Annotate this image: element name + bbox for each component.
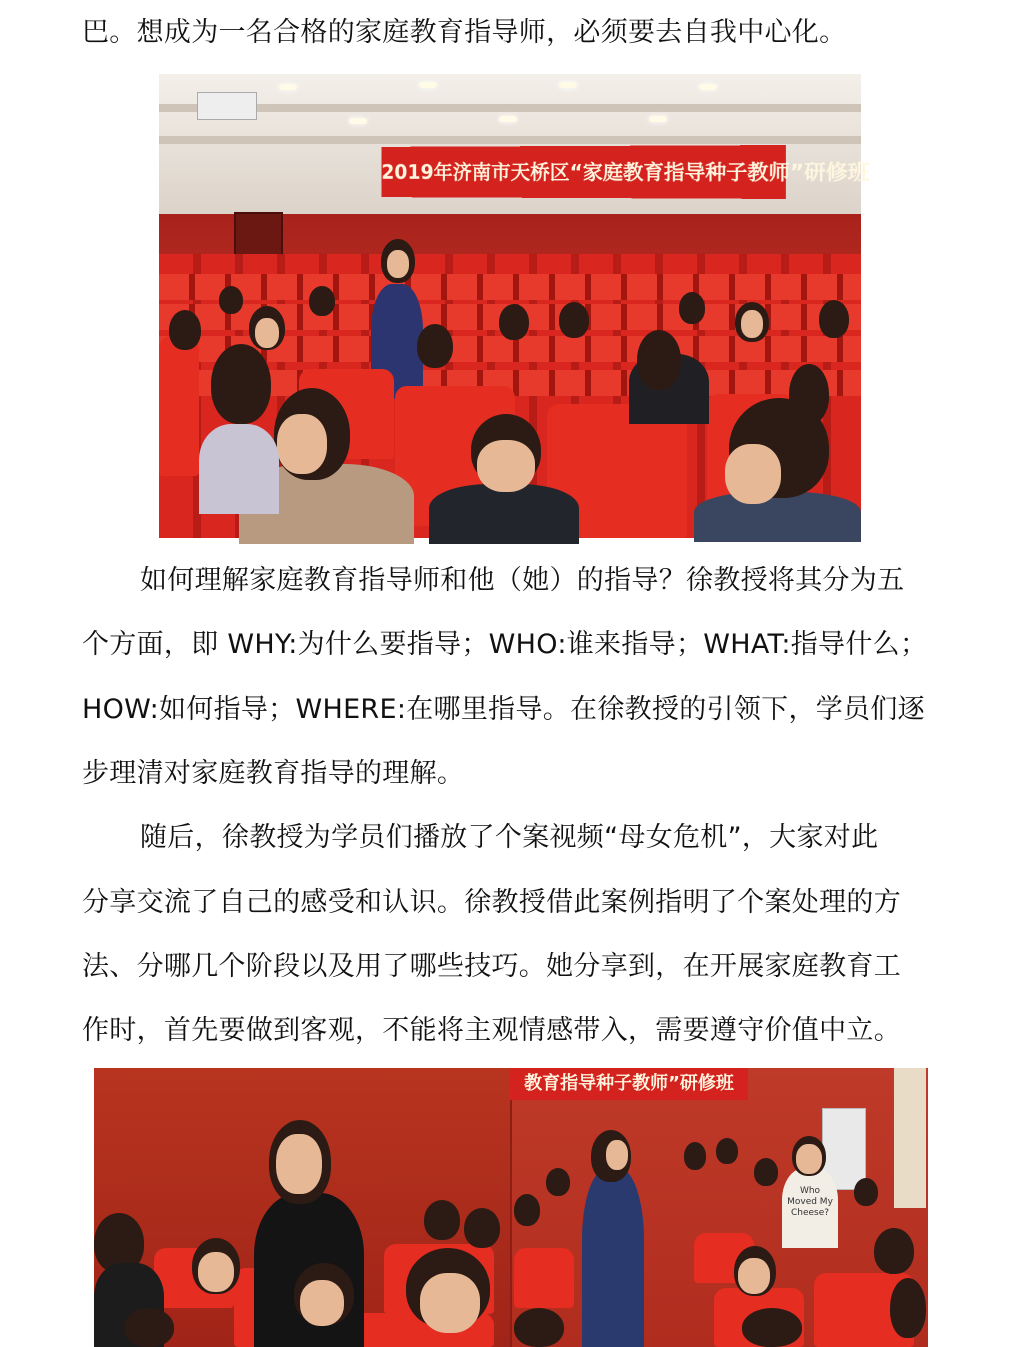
teacher-face: [606, 1140, 628, 1170]
speaker-face: [796, 1144, 822, 1174]
shirt-print: Who Moved My Cheese?: [787, 1186, 833, 1218]
attendee: [429, 484, 579, 544]
red-chair: [159, 336, 199, 476]
attendee-head: [874, 1228, 914, 1274]
attendee-face: [738, 1258, 770, 1294]
attendee-head: [514, 1308, 564, 1347]
attendee-head: [424, 1200, 460, 1240]
attendee-head: [514, 1194, 540, 1226]
ceiling-light: [559, 82, 577, 88]
attendee-head: [684, 1142, 706, 1170]
attendee-head: [464, 1208, 500, 1248]
attendee-head: [854, 1178, 878, 1206]
attendee-head: [309, 286, 335, 316]
paragraph-line: 个方面，即 WHY:为什么要指导；WHO:谁来指导；WHAT:指导什么；: [82, 629, 928, 660]
paragraph-line: 随后，徐教授为学员们播放了个案视频“母女危机”，大家对此: [140, 822, 879, 853]
paragraph-line: 如何理解家庭教育指导师和他（她）的指导？徐教授将其分为五: [140, 565, 905, 596]
window: [894, 1068, 926, 1208]
attendee-face: [300, 1280, 344, 1326]
attendee: [694, 492, 861, 542]
discussion-photo: [94, 1068, 926, 1347]
ceiling-light: [499, 116, 517, 122]
photo-banner: 2019年济南市天桥区“家庭教育指导种子教师”研修班: [381, 145, 786, 199]
attendee: [199, 424, 279, 514]
attendee-head: [754, 1158, 778, 1186]
attendee-head: [789, 364, 829, 424]
paragraph-line: 法、分哪几个阶段以及用了哪些技巧。她分享到，在开展家庭教育工: [82, 951, 901, 982]
attendee-head: [742, 1308, 802, 1347]
attendee-head: [546, 1168, 570, 1196]
attendee-head: [637, 330, 681, 390]
attendee-face: [420, 1273, 480, 1333]
ceiling-beam: [159, 136, 861, 144]
attendee-head: [211, 344, 271, 424]
paragraph-line: 步理清对家庭教育指导的理解。: [82, 758, 465, 789]
projector: [197, 92, 257, 120]
teacher-figure: [582, 1168, 644, 1347]
ceiling-light: [279, 84, 297, 90]
attendee-head: [169, 310, 201, 350]
paragraph-line: 分享交流了自己的感受和认识。徐教授借此案例指明了个案处理的方: [82, 887, 901, 918]
attendee-head: [679, 292, 705, 324]
teacher-face: [387, 250, 409, 278]
attendee-head: [417, 324, 453, 368]
attendee-head: [819, 300, 849, 338]
paragraph-line: 巴。想成为一名合格的家庭教育指导师，必须要去自我中心化。: [82, 17, 847, 48]
attendee-face: [198, 1252, 234, 1292]
attendee-head: [716, 1138, 738, 1164]
attendee-head: [559, 302, 589, 338]
attendee-head: [124, 1308, 174, 1347]
ceiling-light: [649, 116, 667, 122]
attendee-face: [255, 318, 279, 348]
attendee-face: [477, 440, 535, 492]
ceiling-beam: [159, 104, 861, 112]
paragraph-line: HOW:如何指导；WHERE:在哪里指导。在徐教授的引领下，学员们逐: [82, 694, 925, 725]
seat-row: [159, 274, 861, 300]
attendee-face: [725, 444, 781, 504]
speaker-face: [276, 1134, 322, 1194]
paragraph-line: 作时，首先要做到客观，不能将主观情感带入，需要遵守价值中立。: [82, 1015, 901, 1046]
attendee-head: [219, 286, 243, 314]
photo-banner: 教育指导种子教师”研修班: [510, 1068, 748, 1100]
ceiling-light: [419, 82, 437, 88]
attendee-face: [277, 414, 327, 474]
red-chair: [514, 1248, 574, 1308]
attendee-head: [890, 1278, 926, 1338]
attendee-head: [499, 304, 529, 340]
ceiling-light: [349, 118, 367, 124]
ceiling-light: [699, 84, 717, 90]
attendee-face: [741, 310, 763, 338]
lecture-hall-photo: [159, 74, 870, 538]
